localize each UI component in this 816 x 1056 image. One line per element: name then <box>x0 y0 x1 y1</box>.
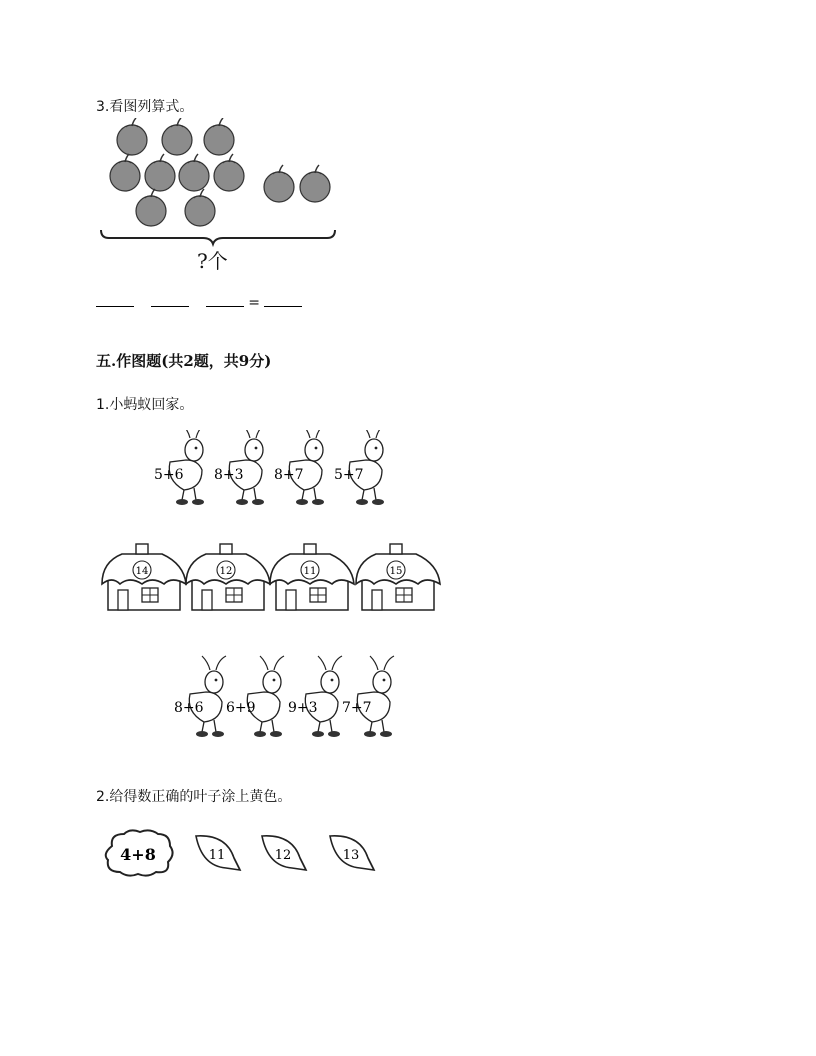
ant-top-label-2: 8+3 <box>214 467 244 483</box>
answer-blank-1[interactable] <box>96 292 134 307</box>
ant-icon <box>357 656 394 737</box>
ant-icon <box>247 656 284 737</box>
ant-bottom-2 <box>247 656 284 737</box>
house-icon <box>102 544 186 610</box>
cloud-expression: 4+8 <box>120 845 156 864</box>
house-4 <box>356 544 440 610</box>
leaf-number-3: 13 <box>342 848 360 863</box>
apple-icon <box>117 118 147 155</box>
ants-houses-figure <box>100 430 450 750</box>
apple-icon <box>264 165 294 202</box>
leaf-number-2: 12 <box>274 848 292 863</box>
section5-title: 五.作图题(共2题，共9分) <box>96 352 272 370</box>
house-1 <box>102 544 186 610</box>
apple-icon <box>110 154 140 191</box>
brace-label: ?个 <box>197 249 228 273</box>
house-number-2: 12 <box>219 566 233 577</box>
answer-blank-result[interactable] <box>264 292 302 307</box>
ant-bottom-label-1: 8+6 <box>174 700 204 716</box>
answer-blank-3[interactable] <box>206 292 244 307</box>
ant-bottom-4 <box>357 656 394 737</box>
house-icon <box>186 544 270 610</box>
house-icon <box>270 544 354 610</box>
ant-bottom-label-3: 9+3 <box>288 700 318 716</box>
q3-title: 3.看图列算式。 <box>96 99 194 115</box>
answer-blank-2[interactable] <box>151 292 189 307</box>
house-icon <box>356 544 440 610</box>
ant-bottom-label-2: 6+9 <box>226 700 256 716</box>
q1-title: 1.小蚂蚁回家。 <box>96 397 194 413</box>
equation-blanks <box>96 292 302 311</box>
house-3 <box>270 544 354 610</box>
house-number-1: 14 <box>135 566 149 577</box>
ant-bottom-3 <box>305 656 342 737</box>
leaf-number-1: 11 <box>208 848 226 863</box>
apple-icon <box>185 189 215 226</box>
house-number-3: 11 <box>303 566 317 577</box>
apple-icon <box>145 154 175 191</box>
ant-bottom-1 <box>189 656 226 737</box>
apple-icon <box>214 154 244 191</box>
apple-icon <box>300 165 330 202</box>
brace-icon <box>101 230 335 244</box>
apple-icon <box>162 118 192 155</box>
apple-icon <box>204 118 234 155</box>
equals-sign: = <box>248 295 260 311</box>
apple-icon <box>179 154 209 191</box>
ant-top-label-3: 8+7 <box>274 467 304 483</box>
leaves-figure <box>100 826 390 886</box>
apple-icon <box>136 189 166 226</box>
ant-top-label-4: 5+7 <box>334 467 364 483</box>
ant-bottom-label-4: 7+7 <box>342 700 372 716</box>
q2-title: 2.给得数正确的叶子涂上黄色。 <box>96 789 292 805</box>
ant-icon <box>189 656 226 737</box>
house-number-4: 15 <box>389 566 403 577</box>
house-2 <box>186 544 270 610</box>
ant-top-label-1: 5+6 <box>154 467 184 483</box>
ant-icon <box>305 656 342 737</box>
